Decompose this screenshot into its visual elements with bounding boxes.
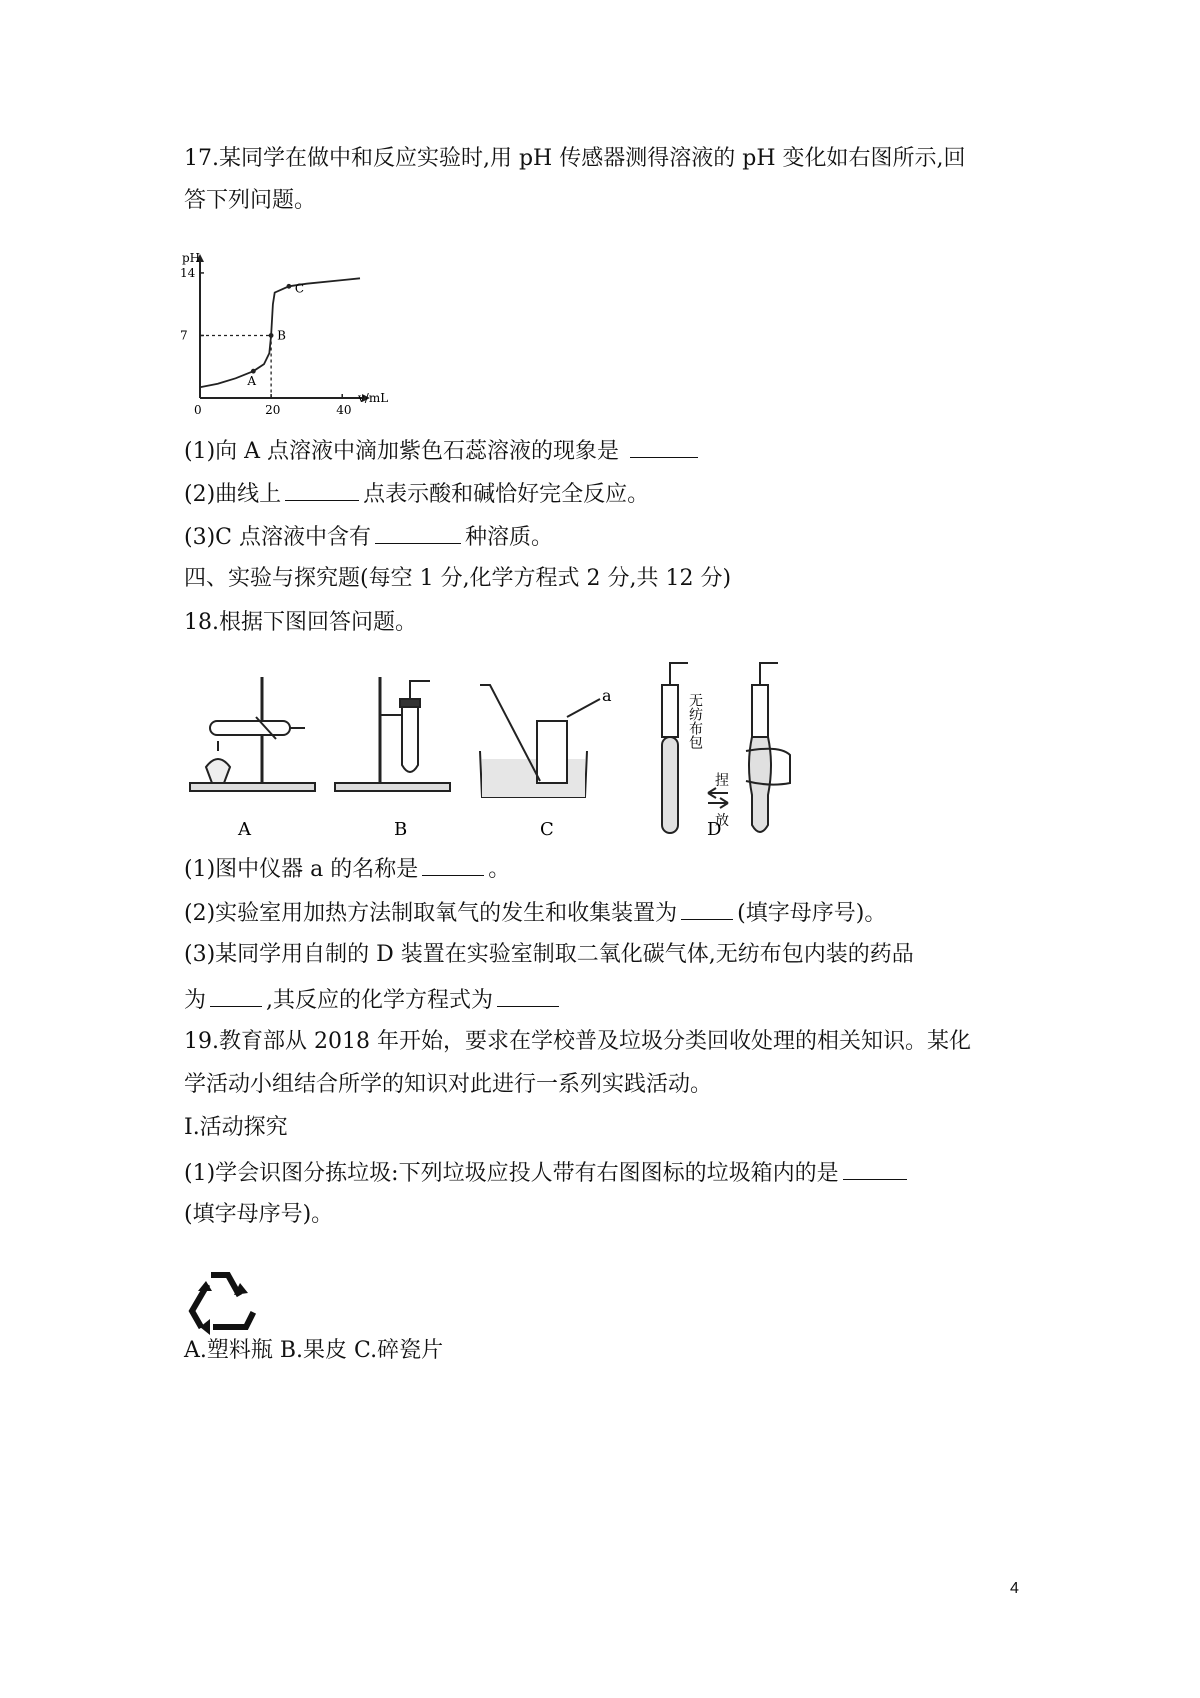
answer-blank[interactable] [843, 1157, 907, 1180]
point-c [286, 284, 291, 289]
fig-label-c: C [540, 819, 554, 840]
q18-sub1 [184, 853, 510, 885]
point-a [251, 369, 256, 374]
q17-sub3 [184, 521, 553, 553]
q19-part1: I.活动探究 [184, 1115, 288, 1140]
point-label-a: A [247, 374, 257, 389]
apparatus-c [480, 685, 600, 797]
label-a: a [602, 686, 612, 705]
point-label-c: C [294, 281, 305, 296]
point-label-b: B [277, 328, 286, 343]
q17-sub3-text-b: 种溶质。 [465, 525, 554, 550]
answer-blank[interactable] [497, 984, 559, 1007]
x-tick-label: 0 [194, 403, 202, 417]
q17-line2: 答下列问题。 [184, 188, 317, 213]
apparatus-d [662, 663, 790, 833]
q19-line2: 学活动小组结合所学的知识对此进行一系列实践活动。 [184, 1072, 713, 1097]
q19-sub1-text: (1)学会识图分拣垃圾:下列垃圾应投人带有右图图标的垃圾箱内的是 [184, 1161, 839, 1186]
q17-sub3-text-a: (3)C 点溶液中含有 [184, 525, 371, 550]
q17-sub2-text-b: 点表示酸和碱恰好完全反应。 [363, 482, 650, 507]
q18-sub3-line2 [184, 984, 563, 1016]
q17-sub1 [184, 435, 702, 467]
q18-sub3: (3)某同学用自制的 D 装置在实验室制取二氧化碳气体,无纺布包内装的药品 [184, 942, 914, 967]
x-axis-label: v/mL [358, 391, 389, 405]
d-label-bag: 无纺布包 [687, 693, 703, 749]
d-label-release: 放 [715, 813, 729, 829]
answer-blank[interactable] [630, 435, 698, 458]
q17-line1: 17.某同学在做中和反应实验时,用 pH 传感器测得溶液的 pH 变化如右图所示,回 [184, 146, 966, 171]
q19-sub1 [184, 1157, 911, 1189]
x-tick-label: 40 [336, 403, 352, 417]
fig-label-d: D [707, 819, 722, 840]
y-axis-label: pH [182, 251, 201, 265]
d-label-squeeze: 捏 [715, 773, 729, 789]
fig-label-a: A [238, 819, 251, 840]
y-tick-label: 14 [180, 265, 196, 280]
ph-chart [180, 250, 400, 450]
answer-blank[interactable] [375, 521, 461, 544]
q17-sub2 [184, 478, 649, 510]
q18-sub1-text-b: 。 [488, 857, 511, 882]
answer-blank[interactable] [285, 478, 359, 501]
recycle-icon [182, 1265, 262, 1340]
q17-sub2-text-a: (2)曲线上 [184, 482, 282, 507]
q18-sub2-text-a: (2)实验室用加热方法制取氧气的发生和收集装置为 [184, 901, 678, 926]
q18-line1: 18.根据下图回答问题。 [184, 610, 417, 635]
q19-options: A.塑料瓶 B.果皮 C.碎瓷片 [184, 1338, 444, 1363]
apparatus-b [335, 677, 450, 791]
q19-sub1b: (填字母序号)。 [184, 1202, 334, 1227]
q17-sub1-text: (1)向 A 点溶液中滴加紫色石蕊溶液的现象是 [184, 439, 620, 464]
point-b [269, 333, 274, 338]
q18-sub3-text-c: 为 [184, 988, 207, 1013]
answer-blank[interactable] [210, 984, 262, 1007]
q18-sub3-text-d: ,其反应的化学方程式为 [266, 988, 494, 1013]
section-heading: 四、实验与探究题(每空 1 分,化学方程式 2 分,共 12 分) [184, 566, 732, 591]
y-tick-label: 7 [180, 328, 188, 343]
x-tick-label: 20 [265, 403, 281, 417]
apparatus-figure [180, 655, 880, 865]
fig-label-b: B [394, 819, 408, 840]
apparatus-a [190, 677, 315, 791]
q19-line1: 19.教育部从 2018 年开始，要求在学校普及垃圾分类回收处理的相关知识。某化 [184, 1029, 971, 1054]
q18-sub2 [184, 897, 886, 929]
answer-blank[interactable] [422, 853, 484, 876]
page-number: 4 [1010, 1580, 1019, 1597]
answer-blank[interactable] [681, 897, 733, 920]
q18-sub2-text-b: (填字母序号)。 [737, 901, 887, 926]
q18-sub1-text-a: (1)图中仪器 a 的名称是 [184, 857, 419, 882]
